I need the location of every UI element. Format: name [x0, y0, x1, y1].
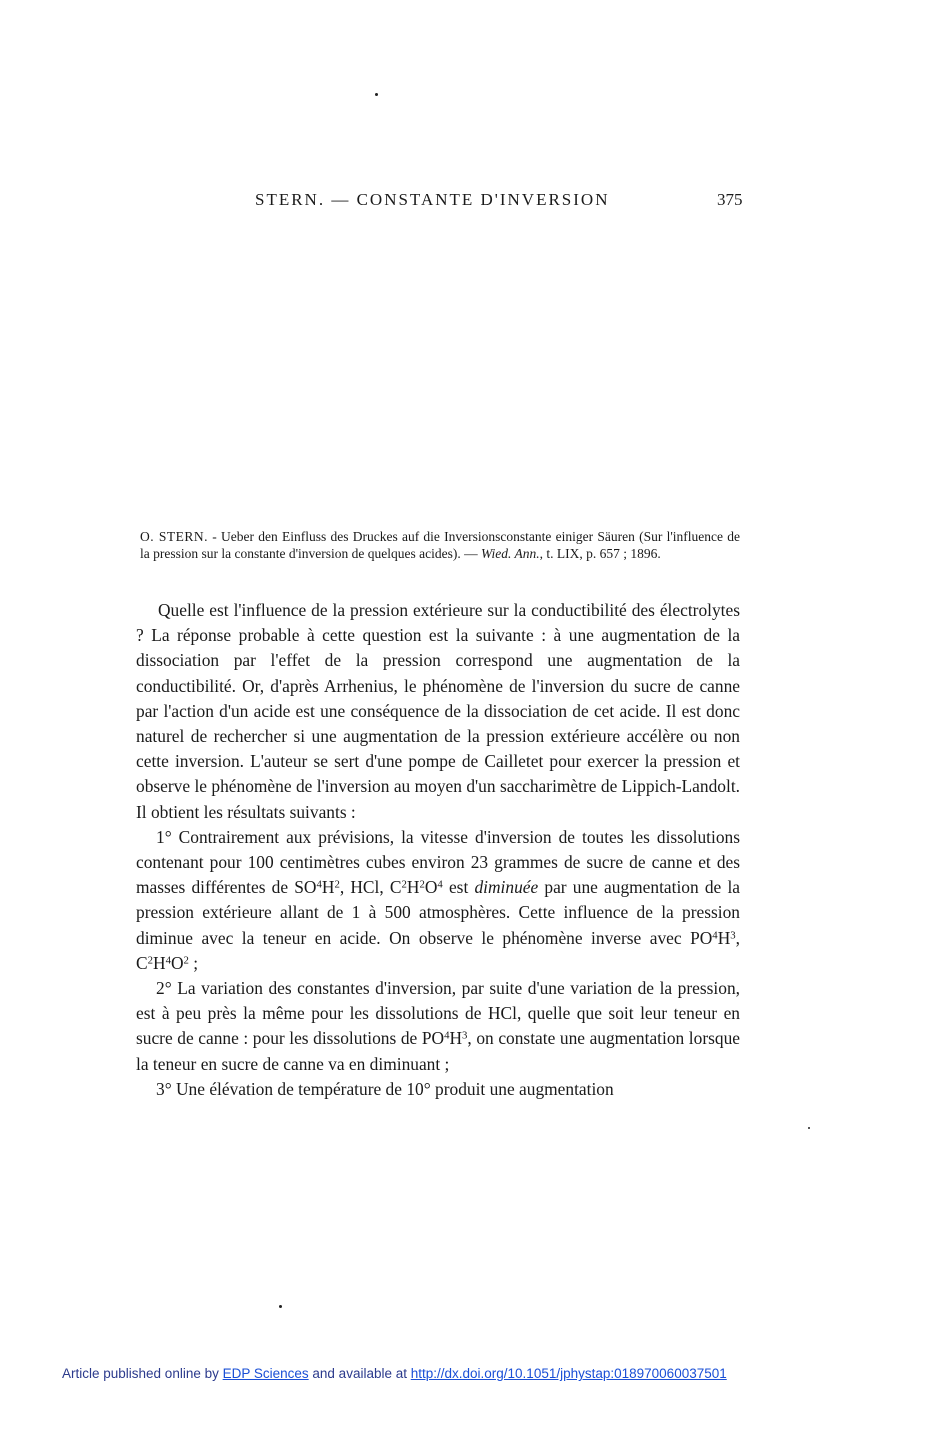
result-2-text: , on constate une augmentation lorsque la teneur en sucre de canne va en diminuant ;	[136, 1028, 740, 1074]
doi-link[interactable]: http://dx.doi.org/10.1051/jphystap:018970060037501	[410, 1366, 727, 1381]
emphasis-diminuee: diminuée	[474, 877, 539, 898]
result-1-text: 1° Contrairement aux prévisions, la vitesse d'inversion de toutes les dissolutions contenant pour 100 centimètres cubes environ 23 grammes de sucre de canne et des masses différentes de	[136, 826, 740, 898]
reference-german-title: Ueber den Einfluss des Druckes auf die Inversionsconstante einiger Säuren	[221, 529, 635, 544]
stray-mark-right	[808, 1127, 810, 1129]
publication-footer	[62, 1366, 727, 1381]
formula-phosphoric-acid: $PO^4H^3$	[690, 927, 736, 948]
article-body	[136, 598, 740, 1102]
result-2-text: 2° La variation des constantes d'inversion, par suite d'une variation de la pression, est à peu près la même pour les dissolutions de HCl, quelle que soit leur teneur en sucre de canne : pour les dissolutions de	[136, 978, 740, 1049]
formula-acetic-acid: $C^2H^4O^2$	[136, 952, 189, 973]
running-head: STERN. — CONSTANTE D'INVERSION	[255, 190, 610, 209]
footer-prefix: Article published online by	[62, 1366, 223, 1381]
footer-middle: and available at	[308, 1366, 411, 1381]
result-1-text: par une augmentation de la pression extérieure allant de 1 à 500 atmosphères. Cette influence de la pression diminue avec la teneur en acide. On observe le phénomène inverse avec	[136, 877, 741, 948]
reference-dash: -	[208, 529, 222, 544]
result-1-text: ,	[735, 927, 740, 948]
result-1-text: est	[442, 877, 475, 898]
formula-phosphoric-acid: $PO^4H^3$	[421, 1028, 468, 1049]
reference-journal: Wied. Ann.	[480, 546, 540, 561]
formula-oxalic-acid: $C^2H^2O^4$	[389, 877, 443, 898]
result-1-text: , HCl,	[339, 877, 390, 898]
page-number: 375	[717, 190, 743, 209]
result-1-text: ;	[188, 952, 199, 973]
reference-french-title: (Sur l'influence de la pression sur la constante d'inversion de quelques acides). —	[140, 529, 740, 561]
bibliographic-reference	[140, 528, 740, 562]
paragraph-result-3: 3° Une élévation de température de 10° produit une augmentation	[156, 1078, 614, 1099]
paragraph-result-2	[136, 976, 740, 1077]
reference-citation: , t. LIX, p. 657 ; 1896.	[539, 546, 661, 561]
stray-mark-bottom	[279, 1305, 282, 1308]
reference-author: O. STERN.	[140, 529, 209, 544]
formula-sulfuric-acid: $SO^4H^2$	[294, 877, 340, 898]
stray-mark-top	[375, 93, 378, 96]
paragraph-result-1	[136, 825, 740, 976]
publisher-link[interactable]: EDP Sciences	[222, 1366, 309, 1381]
paragraph-intro: Quelle est l'influence de la pression extérieure sur la conductibilité des électrolytes ? La réponse probable à cette question est la suivante : à une augmentation de la dissociation par l'effet de la pression correspond une augmentation de la conductibilité. Or, d'après Arrhenius, le phénomène de l'inversion du sucre de canne par l'action d'un acide est une conséquence de la dissociation de cet acide. Il est donc naturel de rechercher si une augmentation de la pression extérieure accélère ou non cette inversion. L'auteur se sert d'une pompe de Cailletet pour exercer la pression et observe le phénomène de l'inversion au moyen d'un saccharimètre de Lippich-Landolt. Il obtient les résultats suivants :	[136, 600, 740, 822]
